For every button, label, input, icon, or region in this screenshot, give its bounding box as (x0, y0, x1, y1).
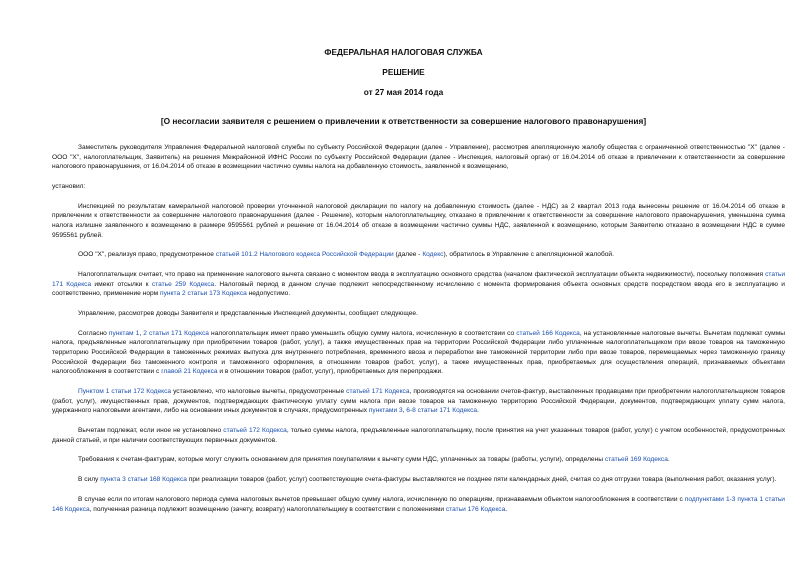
law-reference-link[interactable]: статьей 171 Кодекса (346, 388, 410, 395)
document-type: РЕШЕНИЕ (382, 67, 425, 77)
paragraph-p8 (52, 387, 785, 416)
paragraph-text: и в отношении товаров (работ, услуг), приобретаемых для перепродажи. (217, 368, 443, 376)
paragraph-text: Инспекцией по результатам камеральной налоговой проверки уточненной налоговой декларации по налогу на добавленную стоимость (далее - НДС) за 2 квартал 2013 года вынесены решение от 16.04.2014 об отказе в привлечении к ответственности за совершение налогового правонарушения (далее - Решение), которым налогоплательщику, отказано в привлечении к ответственности за совершение налогового правонарушения, уменьшена сумма налога излишне заявленного к возмещению в размере 9595561 рублей и решение от 16.04.2014 об отказе в возмещении частично суммы НДС, заявленной к возмещению, которым Заявителю отказано в возмещении НДС в сумме 9595561 рублей. (52, 202, 785, 239)
paragraph-text: . (667, 456, 670, 464)
paragraph-text: ), обратилось в Управление с апелляционной жалобой. (443, 251, 614, 259)
paragraph-p3 (52, 202, 785, 240)
paragraph-text: , только суммы налога, предъявленные налогоплательщику, после принятия на учет указанных товаров (работ, услуг) с учетом особенностей, предусмотренных данной статьей, и при наличии соответствующих первичных документов. (52, 426, 785, 444)
paragraph-text: установлено, что налоговые вычеты, предусмотренные (171, 388, 347, 395)
law-reference-link[interactable]: пунктами 3 (368, 407, 403, 415)
law-reference-link[interactable]: статьей 169 Кодекса (604, 456, 668, 464)
law-reference-link[interactable]: статьи 176 Кодекса (445, 505, 506, 513)
law-reference-link[interactable]: пункта 2 статьи 173 Кодекса (160, 290, 247, 298)
paragraph-text: Вычетам подлежат, если иное не установлено (78, 426, 224, 434)
paragraph-p10 (52, 455, 785, 465)
law-reference-link[interactable]: 6-8 статьи 171 Кодекса (406, 407, 478, 415)
law-reference-link[interactable]: подпунктами 1-3 пункта 1 статьи 146 Кодекса (52, 495, 785, 513)
paragraph-text: , (402, 407, 407, 415)
paragraph-text: Требования к счетам-фактурам, которые могут служить основанием для принятия покупателями к вычету сумм НДС, уплаченных за товары (работы, услуги), определены (78, 456, 605, 464)
law-reference-link[interactable]: статье 259 Кодекса (151, 280, 215, 288)
paragraph-text: при реализации товаров (работ, услуг) соответствующие счета-фактуры выставляются не позднее пяти календарных дней, считая со дня отгрузки товара (выполнения работ, оказания услуг). (186, 476, 777, 484)
paragraph-p2 (52, 182, 785, 192)
law-reference-link[interactable]: пункта 3 статьи 168 Кодекса (100, 476, 187, 484)
paragraph-text: , полученная разница подлежит возмещению (зачету, возврату) налогоплательщику в соответствии с положениями (89, 505, 446, 513)
paragraph-p6 (52, 309, 785, 319)
law-reference-link[interactable]: пунктам 1 (108, 329, 140, 337)
document-date: от 27 мая 2014 года (363, 87, 444, 97)
paragraph-text: , на установленные налоговые вычеты. Вычетам подлежат суммы налога, предъявленные налогоплательщику при приобретении товаров (работ, услуг), а также имущественных прав на территории Российской Федерации либо уплаченные налогоплательщиком при ввозе товаров на таможенную территорию Российской Федерации в таможенных режимах выпуска для внутреннего потребления, временного ввоза и переработки вне таможенной территории либо при ввозе товаров, перемещаемых через таможенную границу Российской Федерации без таможенного контроля и таможенного оформления, в отношении товаров (работ, услуг), а также имущественных прав, приобретаемых для осуществления операций, признаваемых объектами налогообложения в соответствии с (52, 329, 785, 376)
law-reference-link[interactable]: статьей 101.2 Налогового кодекса Российской Федерации (215, 251, 394, 259)
law-reference-link[interactable]: главой 21 Кодекса (161, 368, 218, 376)
paragraph-p4 (52, 250, 785, 260)
paragraph-text: имеют отсылки к (91, 280, 152, 288)
paragraph-text: , (139, 329, 144, 337)
paragraph-text: установил: (52, 182, 86, 190)
paragraph-text: Согласно (78, 329, 109, 337)
law-reference-link[interactable]: статьей 172 Кодекса (223, 426, 287, 434)
paragraph-text: недопустимо. (246, 290, 291, 298)
paragraph-text: . (477, 407, 479, 415)
paragraph-text: Заместитель руководителя Управления Федеральной налоговой службы по субъекту Российской Федерации (далее - Управление), рассмотрев апелляционную жалобу общества с ограниченной ответственностью "Х" (далее - ООО "Х", налогоплательщик, Заявитель) на решения Межрайонной ИФНС России по субъекту Российской Федерации (далее - Инспекция, налоговый орган) от 16.04.2014 об отказе в привлечении к ответственности за совершение налогового правонарушения, от 16.04.2014 об отказе в возмещении частично суммы налога на добавленную стоимость, заявленной к возмещению, (52, 144, 785, 171)
law-reference-link[interactable]: статьей 166 Кодекса (516, 329, 580, 337)
paragraph-text: Управление, рассмотрев доводы Заявителя и представленные Инспекцией документы, сообщает следующее. (78, 310, 418, 318)
paragraph-text: . Налоговый период в данном случае подлежит непосредственному исчислению с момента формирования объекта основных средств посредством ввода его в эксплуатацию и соответственно, применение норм (52, 280, 785, 298)
paragraph-text: . (505, 505, 508, 513)
paragraph-text: , производятся на основании счетов-фактур, выставленных продавцами при приобретении налогоплательщиком товаров (работ, услуг), имущественных прав, документов, подтверждающих фактическую уплату сумм налога при ввозе товаров на таможенную территорию Российской Федерации, документов, подтверждающих уплату сумм налога, удержанного налоговыми агентами, либо на основании иных документов в случаях, предусмотренных (52, 388, 785, 415)
law-reference-link[interactable]: статьи 171 Кодекса (52, 271, 785, 288)
paragraph-p5 (52, 270, 785, 299)
document-body (52, 143, 785, 524)
paragraph-p1 (52, 143, 785, 172)
paragraph-text: (далее - (393, 251, 423, 259)
paragraph-text: В силу (78, 476, 101, 484)
document-subject: [О несогласии заявителя с решением о привлечении к ответственности за совершение налогового правонарушения] (160, 116, 647, 126)
paragraph-text: В случае если по итогам налогового периода сумма налоговых вычетов превышает общую сумму налога, исчисленную по операциям, признаваемым объектом налогообложения в соответствии с (78, 495, 685, 503)
paragraph-text: налогоплательщик имеет право уменьшить общую сумму налога, исчисленную в соответствии со (208, 329, 517, 337)
paragraph-text: ООО "Х", реализуя право, предусмотренное (78, 251, 216, 259)
paragraph-p11 (52, 475, 785, 485)
agency-title: ФЕДЕРАЛЬНАЯ НАЛОГОВАЯ СЛУЖБА (324, 47, 483, 57)
law-reference-link[interactable]: Кодекс (422, 251, 444, 259)
paragraph-p12 (52, 495, 785, 514)
law-reference-link[interactable]: Пунктом 1 статьи 172 Кодекса (78, 388, 172, 395)
law-reference-link[interactable]: 2 статьи 171 Кодекса (143, 329, 209, 337)
paragraph-p7 (52, 329, 785, 377)
paragraph-p9 (52, 426, 785, 445)
paragraph-text: Налогоплательщик считает, что право на применение налогового вычета связано с моментом ввода в эксплуатацию основного средства (началом фактической эксплуатации объекта недвижимости), поскольку положения (78, 271, 766, 279)
